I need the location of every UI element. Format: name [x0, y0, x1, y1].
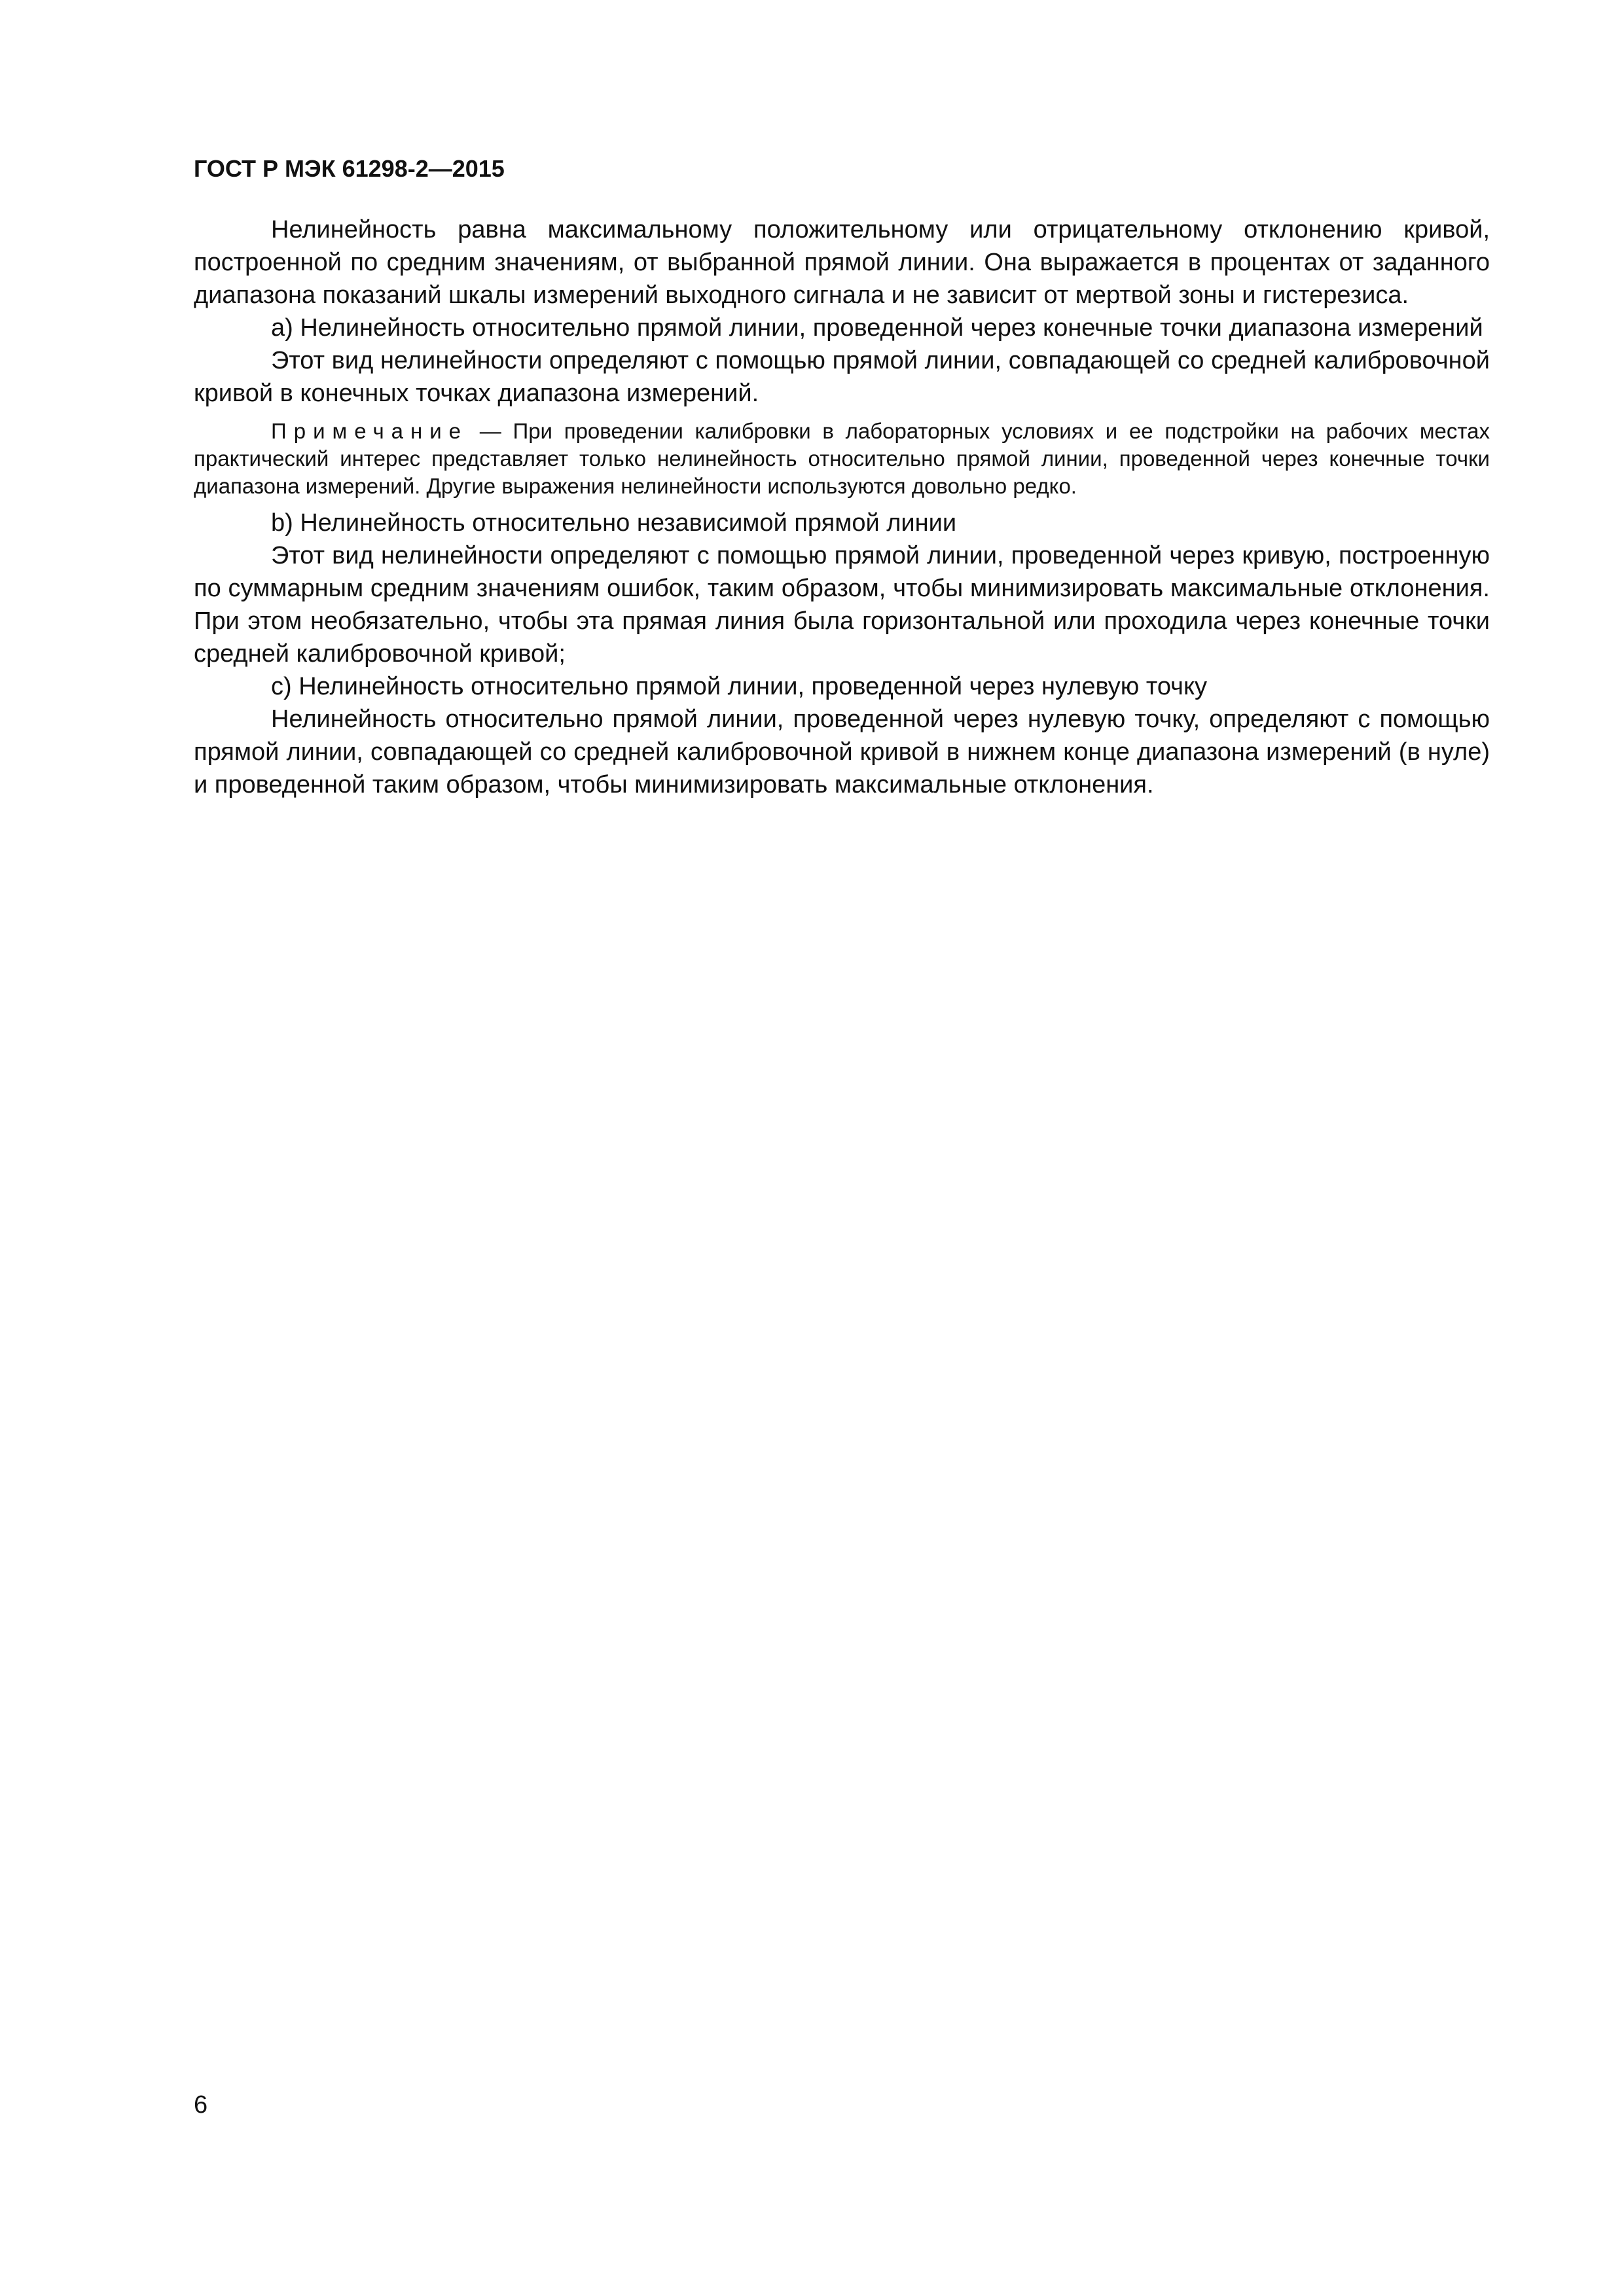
document-body	[194, 213, 1490, 801]
item-c-description: Нелинейность относительно прямой линии, проведенной через нулевую точку, определяют с помощью прямой линии, совпадающей со средней калибровочной кривой в нижнем конце диапазона измерений (в нуле) и проведенной таким образом, чтобы минимизировать максимальные отклонения.	[194, 706, 1490, 798]
item-a-heading: a) Нелинейность относительно прямой линии, проведенной через конечные точки диапазона измерений	[271, 314, 1483, 342]
page-number: 6	[194, 2091, 208, 2119]
standard-header: ГОСТ Р МЭК 61298-2—2015	[194, 155, 505, 182]
paragraph-nonlinearity-definition: Нелинейность равна максимальному положительному или отрицательному отклонению кривой, построенной по средним значениям, от выбранной прямой линии. Она выражается в процентах от заданного диапазона показаний шкалы измерений выходного сигнала и не зависит от мертвой зоны и гистерезиса.	[194, 216, 1490, 309]
item-b-heading: b) Нелинейность относительно независимой прямой линии	[271, 509, 957, 537]
note-text: — При проведении калибровки в лабораторных условиях и ее подстройки на рабочих местах практический интерес представляет только нелинейность относительно прямой линии, проведенной через конечные точки диапазона измерений. Другие выражения нелинейности используются довольно редко.	[194, 419, 1490, 498]
item-a-description: Этот вид нелинейности определяют с помощью прямой линии, совпадающей со средней калибровочной кривой в конечных точках диапазона измерений.	[194, 347, 1490, 407]
item-b-description: Этот вид нелинейности определяют с помощью прямой линии, проведенной через кривую, построенную по суммарным средним значениям ошибок, таким образом, чтобы минимизировать максимальные отклонения. При этом необязательно, чтобы эта прямая линия была горизонтальной или проходила через конечные точки средней калибровочной кривой;	[194, 542, 1490, 668]
item-c-heading: c) Нелинейность относительно прямой линии, проведенной через нулевую точку	[271, 673, 1207, 700]
note-block	[194, 418, 1490, 500]
note-label: Примечание	[271, 419, 469, 443]
